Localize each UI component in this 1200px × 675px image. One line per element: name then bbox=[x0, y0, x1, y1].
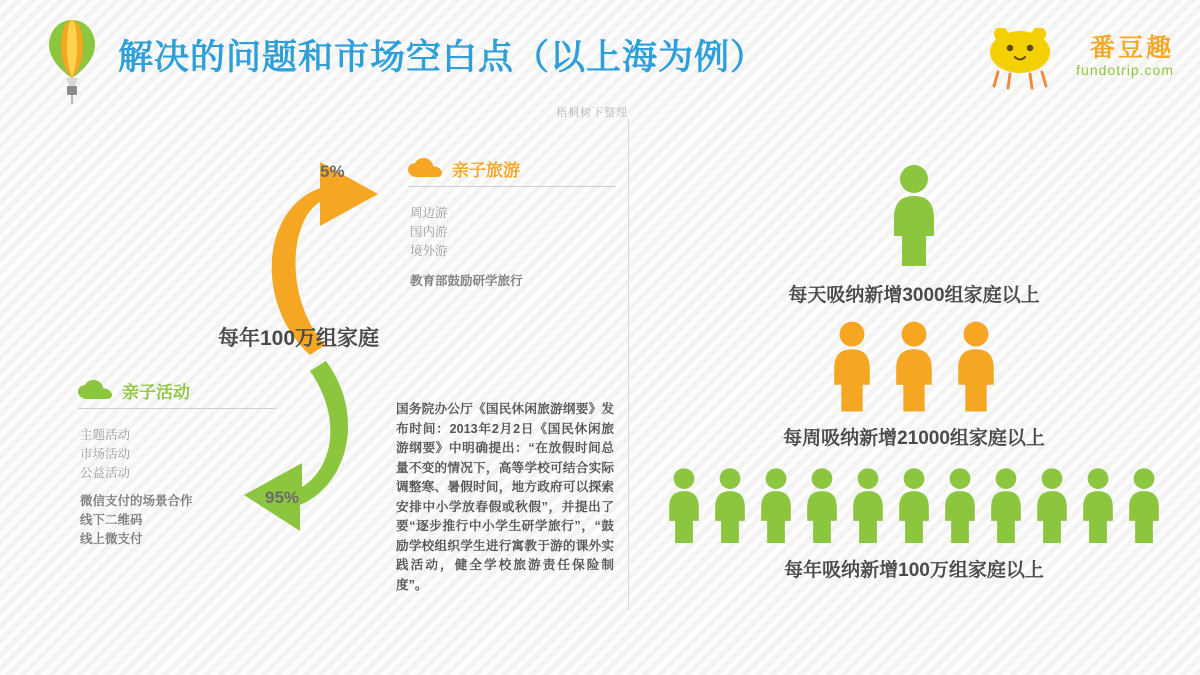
cloud-icon bbox=[78, 380, 112, 400]
activity-note-2: 线下二维码 bbox=[80, 513, 143, 527]
list-item: 周边游 bbox=[410, 206, 448, 220]
logo-subtitle: fundotrip.com bbox=[1076, 62, 1174, 78]
activity-note-1: 微信支付的场景合作 bbox=[80, 494, 193, 508]
hot-air-balloon-icon bbox=[44, 18, 100, 104]
person-icon bbox=[890, 320, 938, 414]
person-icon bbox=[1032, 466, 1072, 546]
person-icon bbox=[828, 320, 876, 414]
list-item: 市场活动 bbox=[80, 447, 131, 461]
list-item: 国内游 bbox=[410, 225, 448, 239]
list-item: 主题活动 bbox=[80, 428, 131, 442]
policy-text: 国务院办公厅《国民休闲旅游纲要》发布时间：2013年2月2日《国民休闲旅游纲要》中明确提出：“在放假时间总量不变的情况下，高等学校可结合实际调整寒、暑假时间，地方政府可以探索安排中小学放春假或秋假”，并提出了要“逐步推行中小学生研学旅行”，“鼓励学校组织学生进行寓教于游的课外实践活动，健全学校旅游责任保险制度”。 bbox=[396, 402, 614, 592]
list-item: 境外游 bbox=[410, 244, 448, 258]
person-icon bbox=[952, 320, 1000, 414]
travel-note: 教育部鼓励研学旅行 bbox=[410, 274, 523, 288]
person-icon bbox=[1078, 466, 1118, 546]
person-icon bbox=[894, 466, 934, 546]
watermark: 梧桐树下整理 bbox=[556, 107, 628, 119]
person-icon bbox=[1124, 466, 1164, 546]
section-rule-activity bbox=[78, 408, 276, 409]
section-label-activity: 亲子活动 bbox=[122, 383, 190, 402]
percent-down: 95% bbox=[265, 488, 300, 507]
tier-2-label: 每周吸纳新增21000组家庭以上 bbox=[783, 428, 1045, 449]
person-icon bbox=[802, 466, 842, 546]
person-icon bbox=[756, 466, 796, 546]
person-icon bbox=[848, 466, 888, 546]
cloud-icon bbox=[408, 158, 442, 178]
activity-notes bbox=[80, 492, 193, 549]
travel-item-list bbox=[410, 204, 448, 261]
person-icon bbox=[664, 466, 704, 546]
activity-item-list bbox=[80, 426, 130, 483]
person-icon bbox=[986, 466, 1026, 546]
activity-note-3: 线上微支付 bbox=[80, 532, 143, 546]
tier-1-label: 每天吸纳新增3000组家庭以上 bbox=[788, 285, 1040, 306]
down-arrow-green bbox=[238, 355, 388, 545]
person-icon bbox=[710, 466, 750, 546]
person-icon bbox=[940, 466, 980, 546]
section-label-travel: 亲子旅游 bbox=[452, 161, 520, 180]
person-icon bbox=[887, 164, 941, 268]
percent-up: 5% bbox=[320, 162, 345, 181]
list-item: 公益活动 bbox=[80, 466, 131, 480]
people-row-tier-3 bbox=[628, 460, 1200, 546]
people-row-tier-2 bbox=[628, 316, 1200, 414]
people-row-tier-1 bbox=[628, 160, 1200, 268]
section-rule-travel bbox=[408, 186, 616, 187]
logo-text: 番豆趣 bbox=[1089, 34, 1174, 62]
page-title: 解决的问题和市场空白点（以上海为例） bbox=[118, 38, 767, 77]
center-label: 每年100万组家庭 bbox=[218, 327, 380, 350]
tier-3-label: 每年吸纳新增100万组家庭以上 bbox=[784, 560, 1044, 581]
